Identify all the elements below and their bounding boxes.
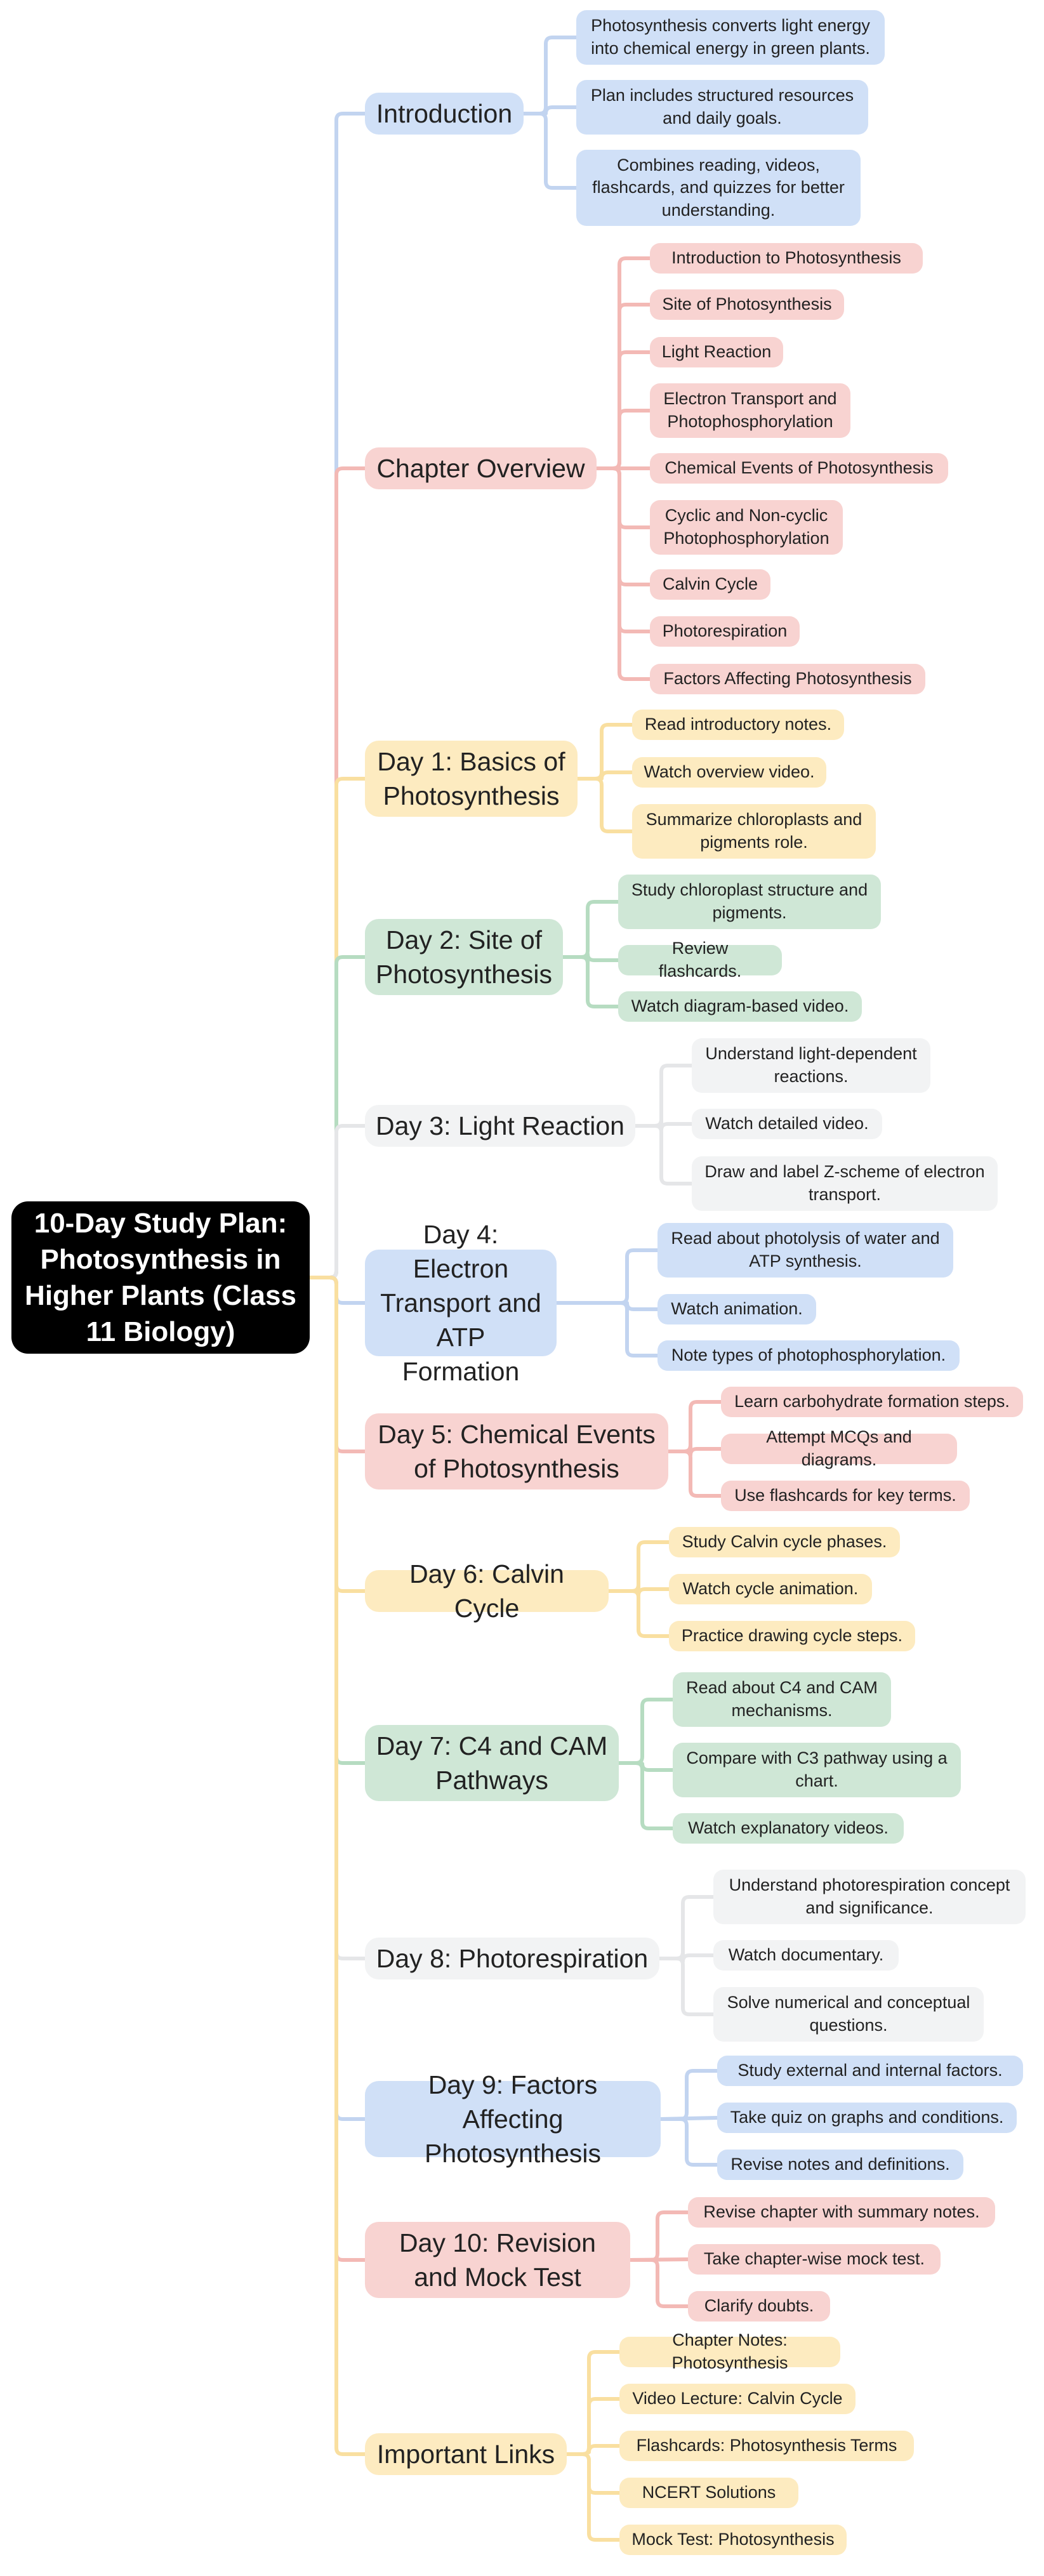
connector-day-9-item-2 [661, 2119, 717, 2165]
day-6-item: Study Calvin cycle phases. [669, 1527, 900, 1557]
day-7-item: Watch explanatory videos. [673, 1813, 904, 1844]
day-4-item: Read about photolysis of water and ATP synthesis. [657, 1223, 953, 1278]
introduction-item: Plan includes structured resources and daily goals. [576, 80, 868, 135]
day-10-item: Take chapter-wise mock test. [688, 2244, 941, 2275]
connector-chapter-overview-item-1 [597, 305, 650, 468]
branch-day-3: Day 3: Light Reaction [365, 1105, 635, 1147]
day-1-item: Watch overview video. [632, 757, 826, 788]
branch-important-links: Important Links [365, 2433, 567, 2475]
chapter-overview-item: Electron Transport and Photophosphorylation [650, 383, 850, 438]
chapter-overview-item: Chemical Events of Photosynthesis [650, 453, 948, 484]
day-9-item: Take quiz on graphs and conditions. [717, 2103, 1017, 2133]
connector-day-3-item-2 [635, 1126, 692, 1184]
chapter-overview-item: Light Reaction [650, 337, 783, 367]
day-9-item: Revise notes and definitions. [717, 2150, 963, 2180]
branch-day-4: Day 4: Electron Transport and ATP Formation [365, 1250, 557, 1356]
root-node: 10-Day Study Plan: Photosynthesis in Higher Plants (Class 11 Biology) [11, 1201, 310, 1354]
important-links-item: Chapter Notes: Photosynthesis [619, 2337, 840, 2367]
day-10-item: Revise chapter with summary notes. [688, 2197, 995, 2228]
introduction-item: Photosynthesis converts light energy into chemical energy in green plants. [576, 10, 885, 65]
connector-introduction-item-2 [524, 114, 576, 188]
connector-day-4-item-0 [557, 1250, 657, 1303]
connector-chapter-overview-item-7 [597, 468, 650, 631]
day-4-item: Watch animation. [657, 1294, 816, 1324]
day-8-item: Watch documentary. [713, 1940, 899, 1971]
connector-day-10-item-0 [630, 2212, 688, 2260]
connector-chapter-overview-item-5 [597, 468, 650, 527]
connector-day-3 [310, 1126, 365, 1278]
day-2-item: Study chloroplast structure and pigments. [618, 875, 881, 929]
connector-chapter-overview-item-3 [597, 411, 650, 468]
branch-day-5: Day 5: Chemical Events of Photosynthesis [365, 1413, 668, 1489]
chapter-overview-item: Introduction to Photosynthesis [650, 243, 923, 274]
connector-chapter-overview-item-8 [597, 468, 650, 679]
connector-important-links-item-4 [567, 2454, 619, 2540]
connector-introduction-item-0 [524, 37, 576, 114]
day-2-item: Review flashcards. [618, 945, 782, 975]
connector-important-links-item-3 [567, 2454, 619, 2493]
branch-day-7: Day 7: C4 and CAM Pathways [365, 1725, 619, 1801]
day-9-item: Study external and internal factors. [717, 2056, 1023, 2086]
connector-day-7-item-2 [619, 1763, 673, 1828]
chapter-overview-item: Factors Affecting Photosynthesis [650, 664, 925, 694]
day-7-item: Compare with C3 pathway using a chart. [673, 1743, 961, 1797]
branch-introduction: Introduction [365, 93, 524, 135]
day-6-item: Watch cycle animation. [669, 1574, 872, 1604]
day-1-item: Summarize chloroplasts and pigments role. [632, 804, 876, 859]
connector-day-10-item-2 [630, 2260, 688, 2306]
connector-day-5-item-0 [668, 1402, 721, 1451]
chapter-overview-item: Cyclic and Non-cyclic Photophosphorylation [650, 500, 843, 555]
branch-day-9: Day 9: Factors Affecting Photosynthesis [365, 2081, 661, 2157]
day-5-item: Attempt MCQs and diagrams. [721, 1434, 957, 1464]
branch-day-6: Day 6: Calvin Cycle [365, 1570, 609, 1612]
important-links-item: Flashcards: Photosynthesis Terms [619, 2431, 914, 2461]
branch-day-2: Day 2: Site of Photosynthesis [365, 919, 563, 995]
connector-day-9-item-0 [661, 2071, 717, 2119]
connector-important-links [310, 1278, 365, 2454]
day-3-item: Watch detailed video. [692, 1109, 882, 1139]
day-2-item: Watch diagram-based video. [618, 991, 862, 1022]
day-1-item: Read introductory notes. [632, 710, 844, 740]
day-5-item: Learn carbohydrate formation steps. [721, 1387, 1023, 1417]
connector-day-8-item-0 [659, 1897, 713, 1958]
connector-day-2-item-2 [563, 957, 618, 1007]
important-links-item: Video Lecture: Calvin Cycle [619, 2384, 856, 2414]
day-7-item: Read about C4 and CAM mechanisms. [673, 1672, 891, 1727]
chapter-overview-item: Photorespiration [650, 616, 800, 647]
day-8-item: Solve numerical and conceptual questions. [713, 1987, 984, 2042]
introduction-item: Combines reading, videos, flashcards, and quizzes for better understanding. [576, 150, 861, 226]
branch-day-8: Day 8: Photorespiration [365, 1938, 659, 1979]
day-3-item: Understand light-dependent reactions. [692, 1038, 930, 1093]
branch-day-1: Day 1: Basics of Photosynthesis [365, 741, 578, 817]
chapter-overview-item: Calvin Cycle [650, 569, 770, 600]
day-10-item: Clarify doubts. [688, 2291, 830, 2322]
day-3-item: Draw and label Z-scheme of electron transport. [692, 1156, 998, 1211]
important-links-item: Mock Test: Photosynthesis [619, 2525, 847, 2555]
connector-day-8-item-2 [659, 1958, 713, 2014]
day-6-item: Practice drawing cycle steps. [669, 1621, 915, 1651]
connector-chapter-overview-item-0 [597, 258, 650, 468]
connector-day-1-item-2 [578, 779, 632, 831]
connector-important-links-item-0 [567, 2352, 619, 2454]
branch-chapter-overview: Chapter Overview [365, 447, 597, 489]
connector-day-7-item-0 [619, 1700, 673, 1763]
connector-day-2-item-0 [563, 902, 618, 957]
branch-day-10: Day 10: Revision and Mock Test [365, 2222, 630, 2298]
chapter-overview-item: Site of Photosynthesis [650, 289, 844, 320]
connector-day-5-item-2 [668, 1451, 721, 1496]
day-4-item: Note types of photophosphorylation. [657, 1340, 960, 1371]
connector-day-6-item-2 [609, 1591, 669, 1636]
day-5-item: Use flashcards for key terms. [721, 1481, 970, 1511]
important-links-item: NCERT Solutions [619, 2478, 798, 2508]
connector-day-3-item-0 [635, 1066, 692, 1126]
day-8-item: Understand photorespiration concept and significance. [713, 1870, 1026, 1924]
